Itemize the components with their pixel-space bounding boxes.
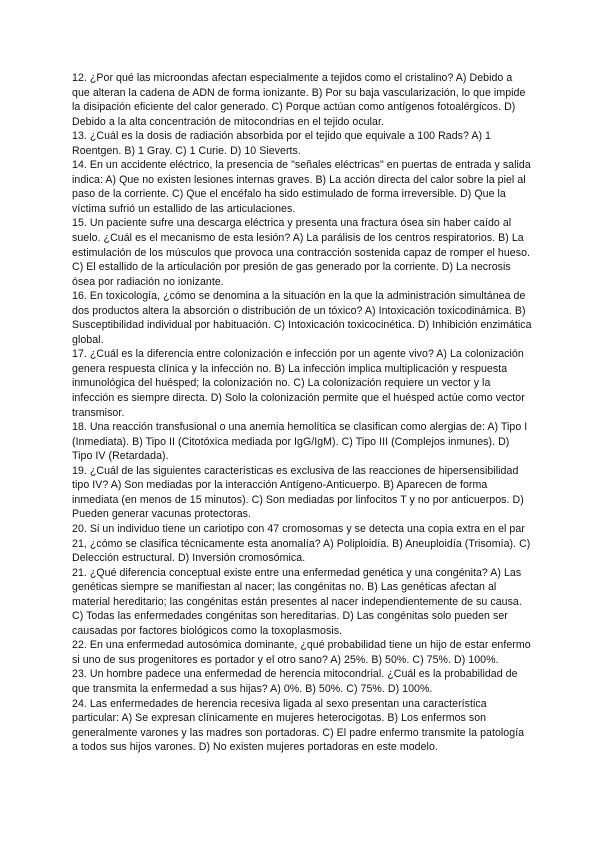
question-23: 23. Un hombre padece una enfermedad de herencia mitocondrial. ¿Cuál es la probabilidad de que transmita la enfermedad a sus hijas? A) 0%. B) 50%. C) 75%. D) 100%. bbox=[72, 668, 518, 695]
question-14: 14. En un accidente eléctrico, la presencia de "señales eléctricas" en puertas de entrada y salida indica: A) Que no existen lesiones internas graves. B) La acción directa del calor sobre la piel al paso de la corriente. C) Que el encéfalo ha sido estimulado de forma irreversible. D) Que la víctima sufrió un estallido de las articulaciones. bbox=[72, 159, 531, 215]
question-21: 21. ¿Qué diferencia conceptual existe entre una enfermedad genética y una congénita? A) Las genéticas siempre se manifiestan al nacer; las congénitas no. B) Las genéticas afectan al material hereditario; las congénitas están presentes al nacer independientemente de su causa. C) Todas las enfermedades congénitas son hereditarias. D) Las congénitas solo pueden ser causadas por factores biológicos como la toxoplasmosis. bbox=[72, 566, 522, 637]
question-20: 20. Si un individuo tiene un cariotipo con 47 cromosomas y se detecta una copia extra en el par 21, ¿cómo se clasifica técnicamente esta anomalía? A) Poliploidía. B) Aneuploidía (Trisomía). C) Delección estructural. D) Inversión cromosómica. bbox=[72, 522, 531, 565]
question-12: 12. ¿Por qué las microondas afectan especialmente a tejidos como el cristalino? A) Debido a que alteran la cadena de ADN de forma ionizante. B) Por su baja vascularización, lo que impide la disipación eficiente del calor generado. C) Porque actúan como antígenos fotoalérgicos. D) Debido a la alta concentración de mitocondrias en el tejido ocular. bbox=[72, 72, 526, 128]
question-17: 17. ¿Cuál es la diferencia entre colonización e infección por un agente vivo? A) La colonización genera respuesta clínica y la infección no. B) La infección implica multiplicación y respuesta inmunológica del huésped; la colonización no. C) La colonización requiere un vector y la infección es siempre directa. D) Solo la colonización permite que el huésped actúe como vector transmisor. bbox=[72, 348, 525, 419]
question-18: 18. Una reacción transfusional o una anemia hemolítica se clasifican como alergias de: A) Tipo I (Inmediata). B) Tipo II (Citotóxica mediada por IgG/IgM). C) Tipo III (Complejos inmunes). D) Tipo IV (Retardada). bbox=[72, 421, 528, 463]
question-22: 22. En una enfermedad autosómica dominante, ¿qué probabilidad tiene un hijo de estar enfermo si uno de sus progenitores es portador y el otro sano? A) 25%. B) 50%. C) 75%. D) 100%. bbox=[72, 639, 531, 666]
question-13: 13. ¿Cuál es la dosis de radiación absorbida por el tejido que equivale a 100 Rads? A) 1 Roentgen. B) 1 Gray. C) 1 Curie. D) 10 Sieverts. bbox=[72, 130, 491, 157]
question-24: 24. Las enfermedades de herencia recesiva ligada al sexo presentan una característica particular: A) Se expresan clínicamente en mujeres heterocigotas. B) Los enfermos son generalmente varones y las madres son portadoras. C) El padre enfermo transmite la patología a todos sus hijos varones. D) No existen mujeres portadoras en este modelo. bbox=[72, 697, 525, 754]
question-list bbox=[72, 71, 532, 755]
question-15: 15. Un paciente sufre una descarga eléctrica y presenta una fractura ósea sin haber caído al suelo. ¿Cuál es el mecanismo de esta lesión? A) La parálisis de los centros respiratorios. B) La estimulación de los músculos que provoca una contracción sostenida capaz de romper el hueso. C) El estallido de la articulación por presión de gas generado por la corriente. D) La necrosis ósea por radiación no ionizante. bbox=[72, 217, 531, 288]
question-19: 19. ¿Cuál de las siguientes características es exclusiva de las reacciones de hipersensibilidad tipo IV? A) Son mediadas por la interacción Antígeno-Anticuerpo. B) Aparecen de forma inmediata (en menos de 15 minutos). C) Son mediadas por linfocitos T y no por anticuerpos. D) Pueden generar vacunas protectoras. bbox=[72, 464, 524, 521]
question-16: 16. En toxicología, ¿cómo se denomina a la situación en la que la administración simultánea de dos productos altera la absorción o distribución de un tóxico? A) Intoxicación toxicodinámica. B) Susceptibilidad individual por habituación. C) Intoxicación toxicocinética. D) Inhibición enzimática global. bbox=[72, 290, 532, 346]
